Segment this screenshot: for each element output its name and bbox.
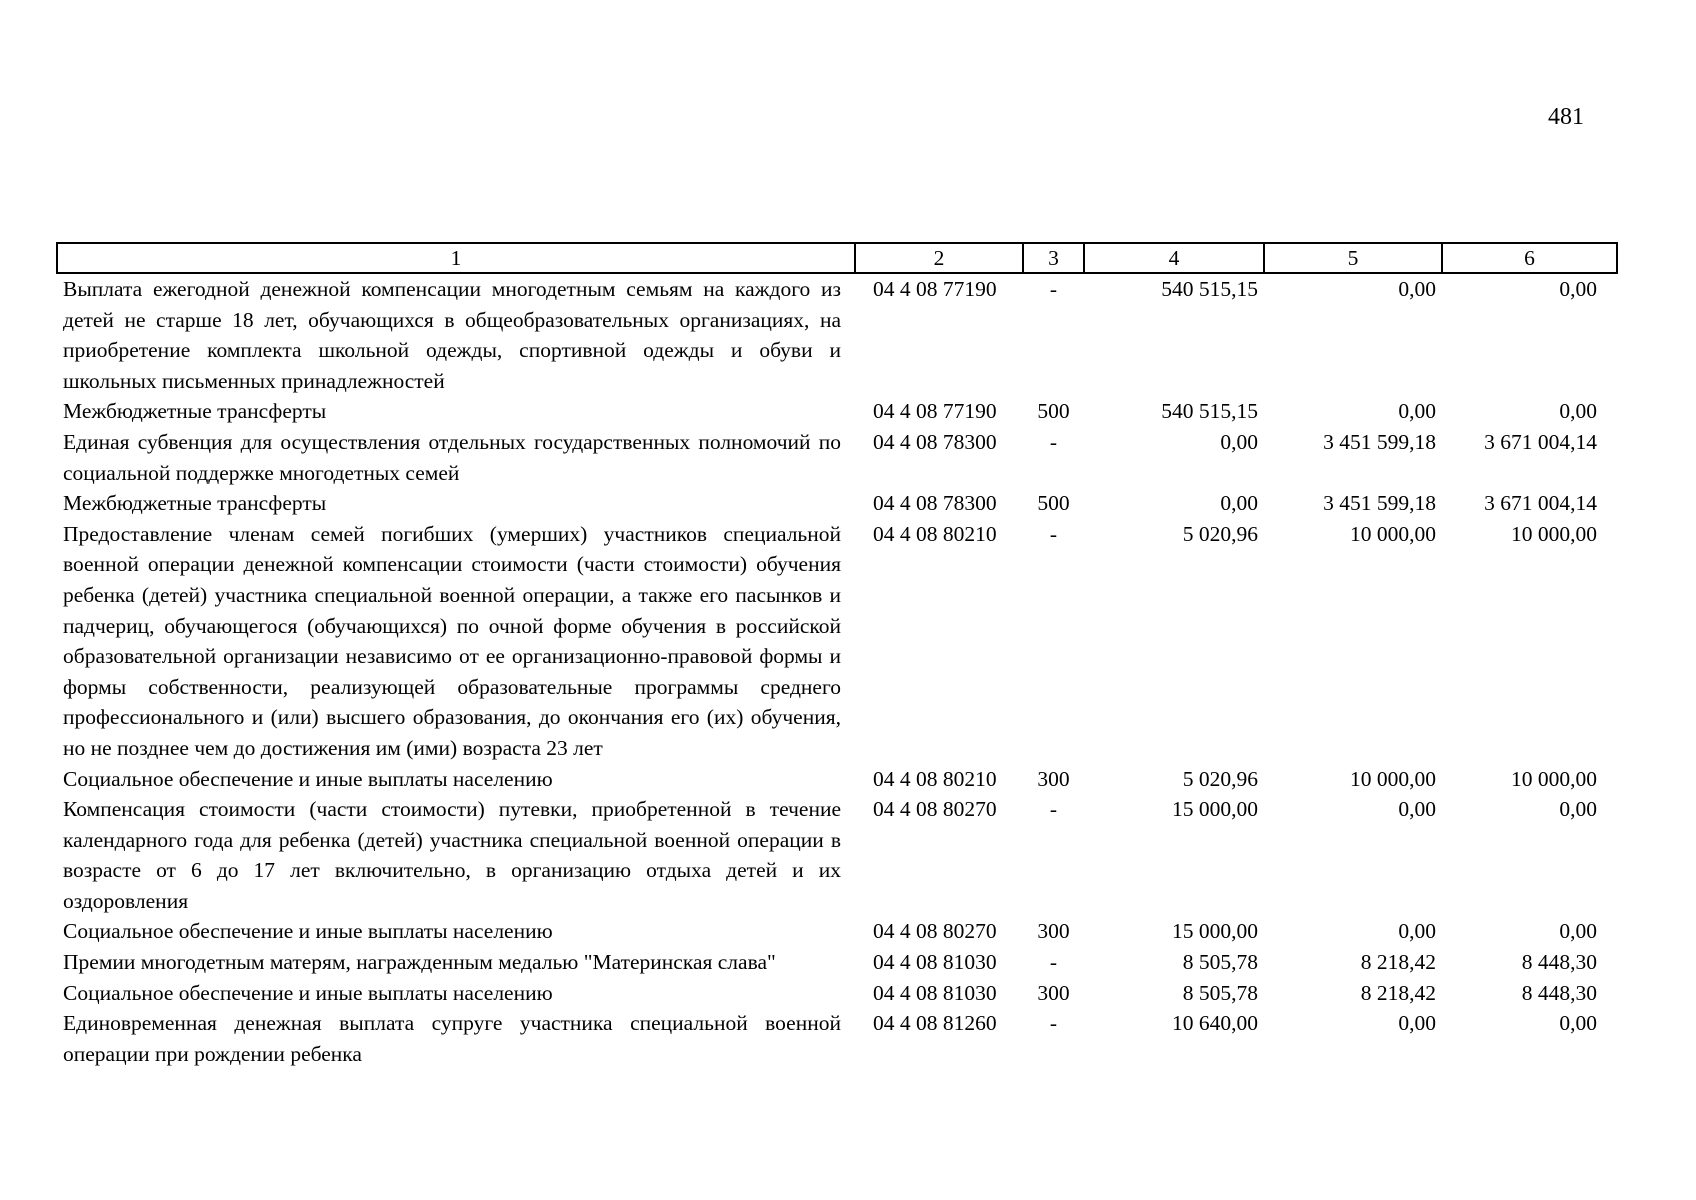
row-expense-type: - bbox=[1049, 1011, 1058, 1036]
column-header-3: 3 bbox=[1023, 243, 1084, 273]
row-expense-type: 500 bbox=[1037, 491, 1070, 516]
row-value-col5: 10 000,00 bbox=[1350, 766, 1436, 791]
row-expense-type: - bbox=[1049, 797, 1058, 822]
row-code: 04 4 08 77190 bbox=[873, 399, 997, 424]
row-value-col6: 0,00 bbox=[1559, 1011, 1597, 1036]
row-value-col5: 8 218,42 bbox=[1360, 980, 1436, 1005]
table-row bbox=[57, 794, 1617, 916]
row-value-col6: 10 000,00 bbox=[1511, 521, 1597, 546]
table-row bbox=[57, 1008, 1617, 1069]
column-header-2: 2 bbox=[855, 243, 1023, 273]
row-expense-type: - bbox=[1049, 429, 1058, 454]
row-description: Социальное обеспечение и иные выплаты населению bbox=[63, 919, 553, 944]
row-value-col5: 0,00 bbox=[1398, 797, 1436, 822]
row-value-col6: 10 000,00 bbox=[1511, 766, 1597, 791]
row-value-col6: 0,00 bbox=[1559, 797, 1597, 822]
row-value-col4: 15 000,00 bbox=[1172, 797, 1258, 822]
row-description: Компенсация стоимости (части стоимости) путевки, приобретенной в течение календарного года для ребенка (детей) участника специальной военной операции в возрасте от 6 до 17 лет включительно, в организацию отдыха детей и их оздоровления bbox=[63, 797, 841, 913]
column-header-6: 6 bbox=[1442, 243, 1617, 273]
row-value-col4: 8 505,78 bbox=[1182, 980, 1258, 1005]
row-description: Премии многодетным матерям, награжденным медалью "Материнская слава" bbox=[63, 950, 776, 975]
row-expense-type: 300 bbox=[1037, 919, 1070, 944]
row-value-col4: 5 020,96 bbox=[1182, 521, 1258, 546]
row-value-col5: 10 000,00 bbox=[1350, 521, 1436, 546]
row-description: Выплата ежегодной денежной компенсации многодетным семьям на каждого из детей не старше 18 лет, обучающихся в общеобразовательных организациях, на приобретение комплекта школьной одежды, спортивной одежды и обуви и школьных письменных принадлежностей bbox=[63, 277, 841, 393]
table-header-row bbox=[57, 243, 1617, 273]
row-expense-type: 300 bbox=[1037, 980, 1070, 1005]
row-value-col4: 0,00 bbox=[1220, 429, 1258, 454]
row-value-col4: 15 000,00 bbox=[1172, 919, 1258, 944]
page-number: 481 bbox=[1548, 104, 1584, 130]
row-value-col5: 8 218,42 bbox=[1360, 950, 1436, 975]
row-value-col5: 0,00 bbox=[1398, 1011, 1436, 1036]
row-description: Единовременная денежная выплата супруге участника специальной военной операции при рождении ребенка bbox=[63, 1011, 841, 1066]
table-row bbox=[57, 519, 1617, 764]
row-code: 04 4 08 81260 bbox=[873, 1011, 997, 1036]
row-expense-type: - bbox=[1049, 950, 1058, 975]
row-value-col5: 3 451 599,18 bbox=[1323, 429, 1436, 454]
row-code: 04 4 08 78300 bbox=[873, 429, 997, 454]
table-row bbox=[57, 427, 1617, 488]
row-value-col4: 0,00 bbox=[1220, 491, 1258, 516]
row-expense-type: 300 bbox=[1037, 766, 1070, 791]
row-value-col6: 3 671 004,14 bbox=[1484, 491, 1597, 516]
row-code: 04 4 08 81030 bbox=[873, 980, 997, 1005]
table-row bbox=[57, 978, 1617, 1009]
row-value-col6: 8 448,30 bbox=[1521, 950, 1597, 975]
row-description: Социальное обеспечение и иные выплаты населению bbox=[63, 980, 553, 1005]
table-row bbox=[57, 947, 1617, 978]
table-row bbox=[57, 916, 1617, 947]
row-description: Межбюджетные трансферты bbox=[63, 399, 327, 424]
row-value-col5: 3 451 599,18 bbox=[1323, 491, 1436, 516]
row-code: 04 4 08 80210 bbox=[873, 766, 997, 791]
column-header-1: 1 bbox=[57, 243, 855, 273]
row-value-col6: 8 448,30 bbox=[1521, 980, 1597, 1005]
table-row bbox=[57, 764, 1617, 795]
table-row bbox=[57, 488, 1617, 519]
table-row bbox=[57, 396, 1617, 427]
row-value-col5: 0,00 bbox=[1398, 399, 1436, 424]
budget-table bbox=[56, 242, 1618, 1069]
row-value-col4: 540 515,15 bbox=[1161, 399, 1258, 424]
row-code: 04 4 08 80210 bbox=[873, 521, 997, 546]
row-value-col4: 10 640,00 bbox=[1172, 1011, 1258, 1036]
column-header-5: 5 bbox=[1264, 243, 1442, 273]
row-value-col6: 0,00 bbox=[1559, 277, 1597, 301]
row-code: 04 4 08 77190 bbox=[873, 277, 997, 301]
row-value-col5: 0,00 bbox=[1398, 919, 1436, 944]
row-value-col6: 0,00 bbox=[1559, 399, 1597, 424]
row-expense-type: - bbox=[1049, 277, 1058, 301]
column-header-4: 4 bbox=[1084, 243, 1264, 273]
row-code: 04 4 08 80270 bbox=[873, 797, 997, 822]
row-description: Предоставление членам семей погибших (умерших) участников специальной военной операции денежной компенсации стоимости (части стоимости) обучения ребенка (детей) участника специальной военной операции, а также его пасынков и падчериц, обучающегося (обучающихся) по очной форме обучения в российской образовательной организации независимо от ее организационно-правовой формы и формы собственности, реализующей образовательные программы среднего профессионального и (или) высшего образования, до окончания его (их) обучения, но не позднее чем до достижения им (ими) возраста 23 лет bbox=[63, 521, 841, 760]
row-expense-type: 500 bbox=[1037, 399, 1070, 424]
row-value-col6: 3 671 004,14 bbox=[1484, 429, 1597, 454]
row-expense-type: - bbox=[1049, 521, 1058, 546]
row-description: Социальное обеспечение и иные выплаты населению bbox=[63, 766, 553, 791]
row-description: Единая субвенция для осуществления отдельных государственных полномочий по социальной поддержке многодетных семей bbox=[63, 429, 841, 485]
row-code: 04 4 08 81030 bbox=[873, 950, 997, 975]
row-value-col4: 5 020,96 bbox=[1182, 766, 1258, 791]
row-value-col6: 0,00 bbox=[1559, 919, 1597, 944]
row-value-col4: 540 515,15 bbox=[1161, 277, 1258, 301]
table-row bbox=[57, 273, 1617, 396]
row-value-col4: 8 505,78 bbox=[1182, 950, 1258, 975]
row-description: Межбюджетные трансферты bbox=[63, 491, 327, 516]
row-code: 04 4 08 78300 bbox=[873, 491, 997, 516]
row-value-col5: 0,00 bbox=[1398, 277, 1436, 301]
row-code: 04 4 08 80270 bbox=[873, 919, 997, 944]
